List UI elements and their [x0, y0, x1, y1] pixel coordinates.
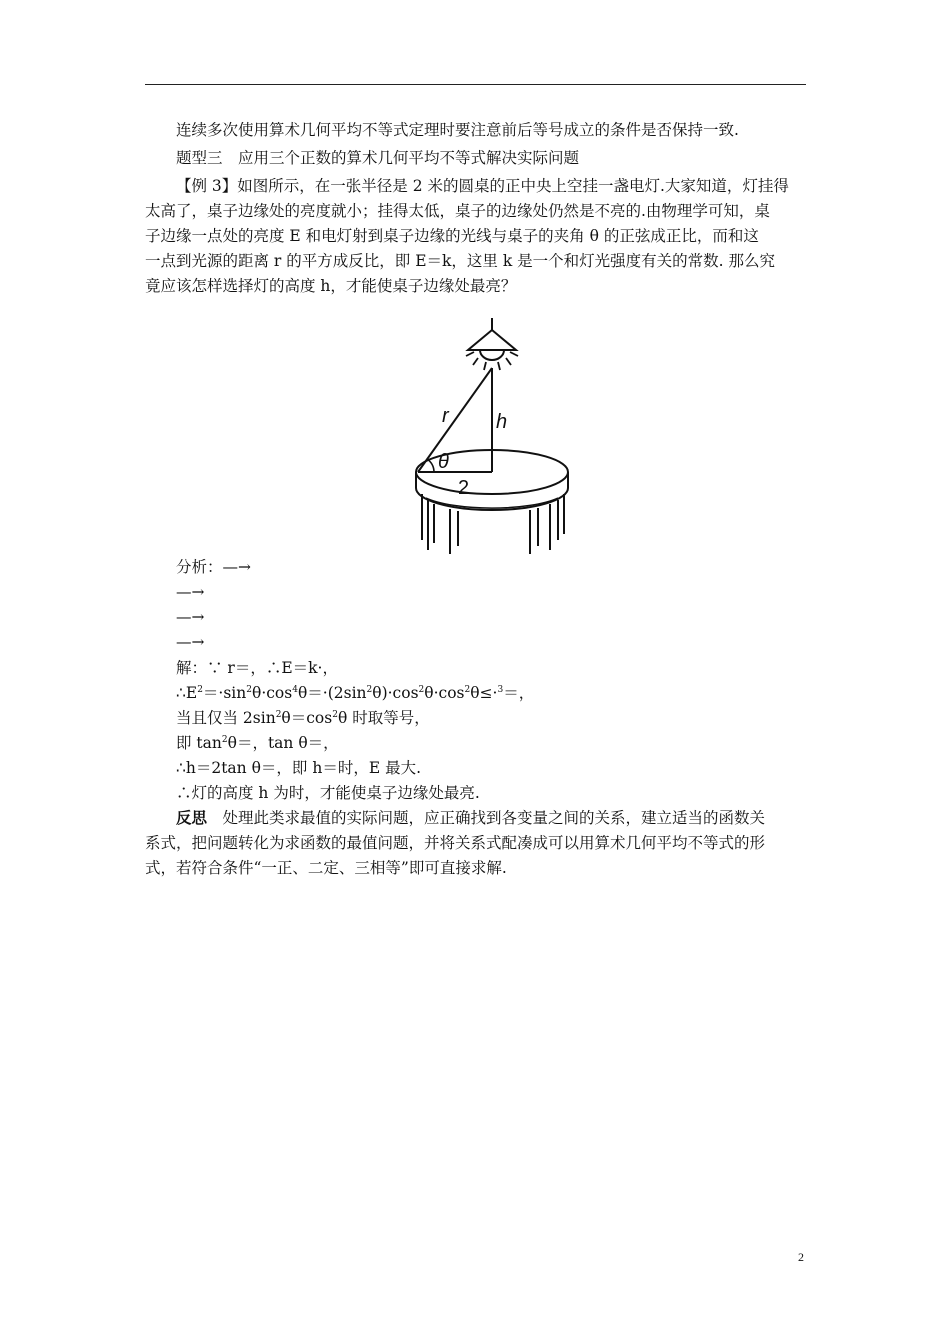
- label-h: h: [496, 411, 508, 433]
- example-line: 一点到光源的距离 r 的平方成反比，即 E＝k，这里 k 是一个和灯光强度有关的常数. 那么究: [145, 252, 776, 270]
- superscript: 2: [464, 684, 471, 695]
- superscript: 2: [418, 684, 425, 695]
- solution-line: 解：∵ r＝，∴E＝k·，: [176, 659, 338, 677]
- formula-part: θ≤·: [470, 684, 498, 702]
- reflection-line: [176, 806, 810, 830]
- formula-part: ∴E: [176, 684, 198, 702]
- light-ray-r-line: [418, 368, 492, 472]
- formula-part: ＝·sin: [202, 684, 247, 702]
- formula-part: 当且仅当 2sin: [176, 709, 276, 727]
- table-edge: [416, 472, 568, 510]
- formula-part: θ 时取等号，: [337, 709, 430, 727]
- section-heading: 题型三 应用三个正数的算术几何平均不等式解决实际问题: [176, 149, 580, 167]
- analysis-line: —→: [176, 633, 205, 651]
- superscript: 2: [332, 709, 338, 720]
- formula-part: ＝，: [503, 684, 535, 702]
- formula-part: θ＝cos: [281, 709, 333, 727]
- formula-part: θ＝，tan θ＝，: [227, 734, 339, 752]
- page-number: 2: [798, 1250, 804, 1264]
- solution-line: ∴h＝2tan θ＝，即 h＝时，E 最大.: [176, 759, 421, 777]
- reflection-line: 系式，把问题转化为求函数的最值问题，并将关系式配凑成可以用算术几何平均不等式的形: [145, 834, 766, 852]
- reflection-line: 式，若符合条件“一正、二定、三相等”即可直接求解.: [145, 859, 507, 877]
- label-r: r: [442, 405, 449, 427]
- formula-part: θ·cos: [424, 684, 465, 702]
- superscript: 2: [366, 684, 373, 695]
- lamp-table-figure: [408, 318, 578, 554]
- superscript: 2: [275, 709, 282, 720]
- superscript: 3: [497, 684, 504, 695]
- example-line: 子边缘一点处的亮度 E 和电灯射到桌子边缘的光线与桌子的夹角 θ 的正弦成正比，而和这: [145, 227, 759, 245]
- formula-part: 即 tan: [176, 734, 222, 752]
- solution-line: [176, 731, 810, 755]
- formula-part: θ＝·(2sin: [297, 684, 367, 702]
- formula-part: θ·cos: [251, 684, 293, 702]
- superscript: 2: [221, 734, 228, 745]
- solution-formula-line: [176, 681, 810, 705]
- header-rule: [145, 84, 806, 85]
- superscript: 2: [246, 684, 252, 695]
- text-line: 连续多次使用算术几何平均不等式定理时要注意前后等号成立的条件是否保持一致.: [176, 121, 739, 139]
- analysis-line: —→: [176, 583, 205, 601]
- reflection-text: 处理此类求最值的实际问题，应正确找到各变量之间的关系，建立适当的函数关: [207, 809, 766, 827]
- formula-part: θ)·cos: [372, 684, 419, 702]
- example-line: 竟应该怎样选择灯的高度 h，才能使桌子边缘处最亮？: [145, 277, 517, 295]
- lamp-shade: [468, 330, 516, 350]
- superscript: 2: [197, 684, 203, 695]
- example-line: 【例 3】如图所示，在一张半径是 2 米的圆桌的正中央上空挂一盏电灯.大家知道，灯挂得: [176, 177, 789, 195]
- solution-line: ∴灯的高度 h 为时，才能使桌子边缘处最亮.: [176, 784, 480, 802]
- superscript: 4: [292, 684, 298, 695]
- table-underside: [426, 498, 558, 508]
- label-theta: θ: [438, 451, 449, 473]
- lamp-table-diagram: [408, 318, 578, 554]
- solution-line: [176, 706, 810, 730]
- reflection-label: 反思: [176, 808, 208, 827]
- lamp-bulb: [480, 350, 504, 360]
- label-radius-2: 2: [458, 477, 470, 499]
- analysis-line: —→: [176, 608, 205, 626]
- analysis-line: 分析：—→: [176, 558, 251, 576]
- example-line: 太高了，桌子边缘处的亮度就小；挂得太低，桌子的边缘处仍然是不亮的.由物理学可知，桌: [145, 202, 770, 220]
